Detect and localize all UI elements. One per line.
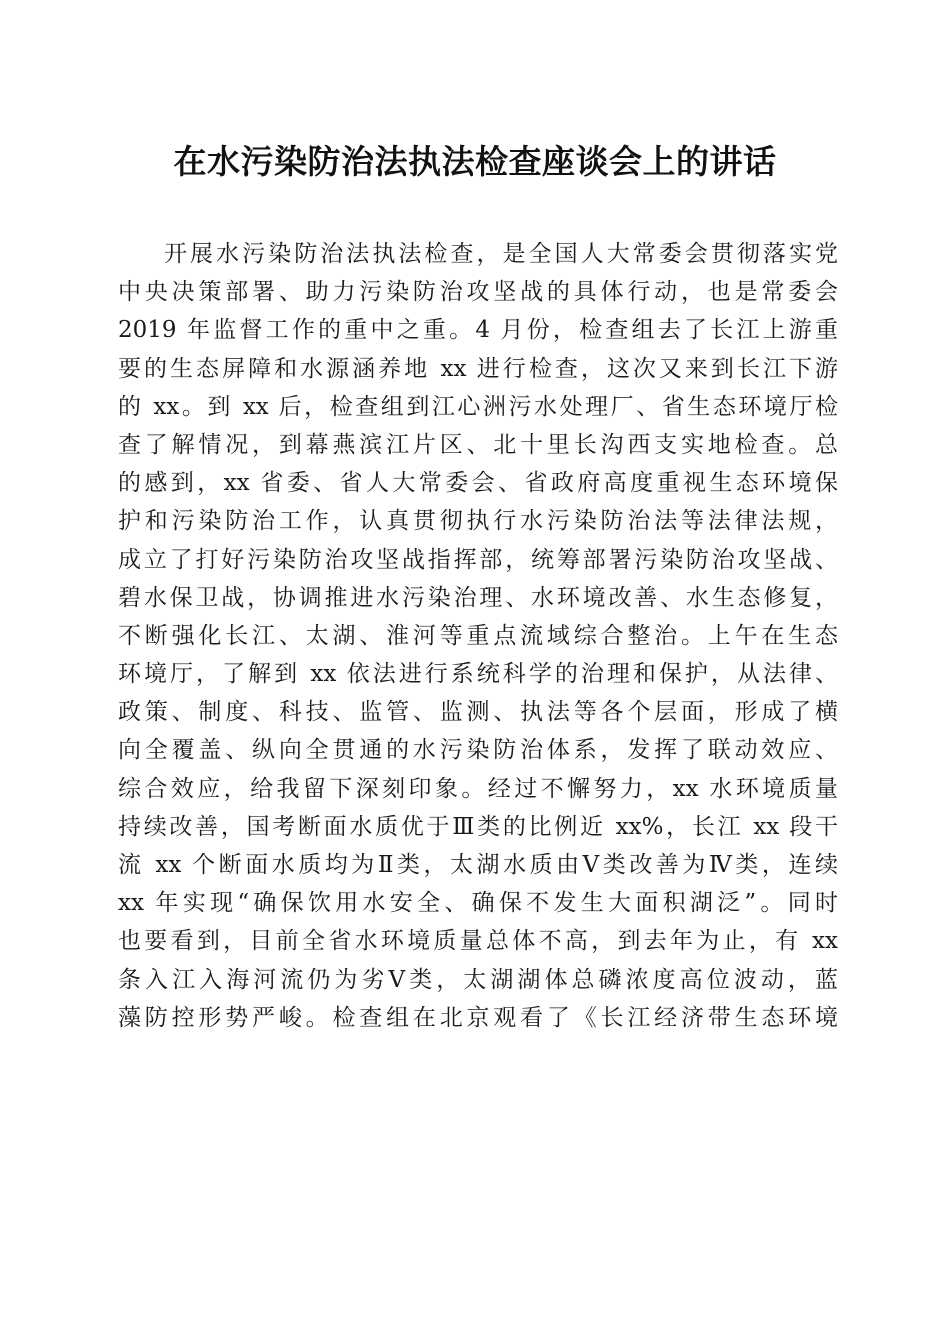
paragraph-line: 不断强化长江、太湖、淮河等重点流域综合整治。上午在生态 [118,622,838,649]
paragraph-line: 2019 年监督工作的重中之重。4 月份，检查组去了长江上游重 [118,317,838,344]
paragraph-line: 向全覆盖、纵向全贯通的水污染防治体系，发挥了联动效应、 [118,737,838,764]
paragraph-line: 藻防控形势严峻。检查组在北京观看了《长江经济带生态环境 [118,1004,838,1031]
paragraph-line: 要的生态屏障和水源涵养地 xx 进行检查，这次又来到长江下游 [118,355,838,382]
paragraph-line: 中央决策部署、助力污染防治攻坚战的具体行动，也是常委会 [118,279,838,306]
paragraph-line: 成立了打好污染防治攻坚战指挥部，统筹部署污染防治攻坚战、 [118,546,838,573]
paragraph-line: 综合效应，给我留下深刻印象。经过不懈努力，xx 水环境质量 [118,775,838,802]
paragraph-line: 开展水污染防治法执法检查，是全国人大常委会贯彻落实党 [164,241,838,267]
page-title: 在水污染防治法执法检查座谈会上的讲话 [173,142,777,181]
paragraph-line: 也要看到，目前全省水环境质量总体不高，到去年为止，有 xx [118,928,838,955]
body-paragraph [118,235,838,1037]
paragraph-line: 条入江入海河流仍为劣Ⅴ类，太湖湖体总磷浓度高位波动，蓝 [118,966,838,993]
paragraph-line: 的 xx。到 xx 后，检查组到江心洲污水处理厂、省生态环境厅检 [118,393,838,420]
paragraph-line: 政策、制度、科技、监管、监测、执法等各个层面，形成了横 [118,699,838,726]
paragraph-line: 流 xx 个断面水质均为Ⅱ类，太湖水质由Ⅴ类改善为Ⅳ类，连续 [118,852,838,878]
paragraph-line: 持续改善，国考断面水质优于Ⅲ类的比例近 xx%，长江 xx 段干 [118,813,838,840]
paragraph-line: 碧水保卫战，协调推进水污染治理、水环境改善、水生态修复， [118,584,838,611]
paragraph-line: 环境厅，了解到 xx 依法进行系统科学的治理和保护，从法律、 [118,661,838,688]
paragraph-line: 护和污染防治工作，认真贯彻执行水污染防治法等法律法规， [118,508,838,535]
paragraph-line: 查了解情况，到幕燕滨江片区、北十里长沟西支实地检查。总 [118,431,838,458]
paragraph-line: 的感到，xx 省委、省人大常委会、省政府高度重视生态环境保 [118,470,838,497]
paragraph-line: xx 年实现“确保饮用水安全、确保不发生大面积湖泛”。同时 [118,890,838,917]
